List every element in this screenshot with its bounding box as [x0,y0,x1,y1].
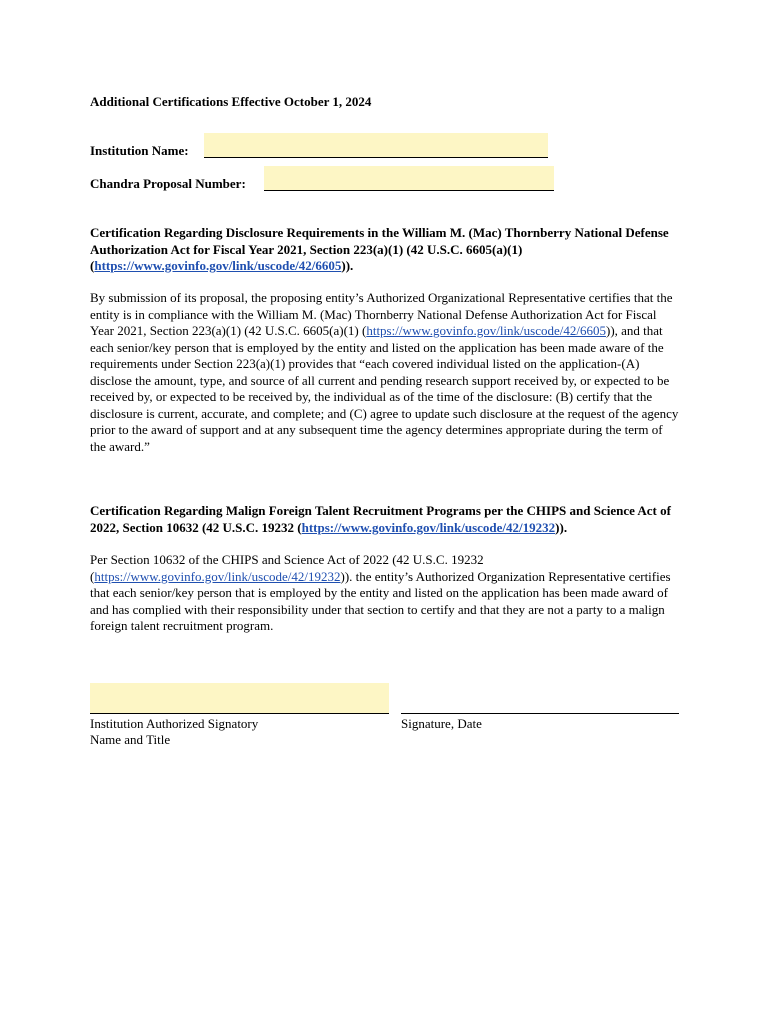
section1-body [90,290,680,455]
institution-name-label: Institution Name: [90,143,189,158]
proposal-number-field[interactable] [264,166,554,191]
section2-heading-text: Certification Regarding Malign Foreign Talent Recruitment Programs per the CHIPS and Science Act of 2022, Section 10632 (42 U.S.C. 19232 ( [90,503,671,535]
section1-heading-end: )). [341,258,354,273]
section2-body [90,552,680,635]
section1-heading [90,225,680,275]
name-title-label: Name and Title [90,732,171,747]
section1-body-rest: )), and that each senior/key person that is employed by the entity and listed on the application has been made aware of the requirements under Section 223(a)(1) provides that “each covered individual listed on the application-(A) disclose the amount, type, and source of all current and pending research support received by, or expected to be received by, or expected to be received by, the individual as of the time of the disclosure: (B) certify that the disclosure is current, accurate, and complete; and (C) agree to update such disclosure at the request of the agency prior to the award of support and at any subsequent time the agency determines appropriate during the term of the award.” [90,323,679,454]
institution-name-field[interactable] [204,133,548,158]
proposal-number-label: Chandra Proposal Number: [90,176,246,191]
page-title: Additional Certifications Effective October 1, 2024 [90,94,372,109]
signatory-label: Institution Authorized Signatory [90,716,259,731]
section1-body-text: By submission of its proposal, the proposing entity’s Authorized Organizational Representative certifies that the entity is in compliance with the William M. (Mac) Thornberry National Defense Authorization Act for Fiscal Year 2021, Section 223(a)(1) (42 U.S.C. 6605(a)(1) ( [90,290,673,338]
section2-heading-link[interactable]: https://www.govinfo.gov/link/uscode/42/19232 [301,519,556,535]
signature-date-line [401,713,679,714]
section2-heading [90,503,680,536]
section2-body-link[interactable]: https://www.govinfo.gov/link/uscode/42/19232 [94,568,341,584]
section1-heading-link[interactable]: https://www.govinfo.gov/link/uscode/42/6605 [94,258,342,273]
signatory-field[interactable] [90,683,389,713]
signatory-line [90,713,389,714]
section2-heading-end: )). [555,519,568,535]
section2-body-rest: )). the entity’s Authorized Organization Representative certifies that each senior/key person that is employed by the entity and listed on the application has been made award of and has complied with their responsibility under that section to certify and that they are not a party to a malign foreign talent recruitment program. [90,568,671,633]
signature-date-label: Signature, Date [401,716,482,731]
section2-body-text: Per Section 10632 of the CHIPS and Science Act of 2022 (42 U.S.C. 19232 ( [90,552,484,584]
section1-body-link[interactable]: https://www.govinfo.gov/link/uscode/42/6605 [366,323,606,338]
section1-heading-text: Certification Regarding Disclosure Requirements in the William M. (Mac) Thornberry National Defense Authorization Act for Fiscal Year 2021, Section 223(a)(1) (42 U.S.C. 6605(a)(1) ( [90,225,669,273]
